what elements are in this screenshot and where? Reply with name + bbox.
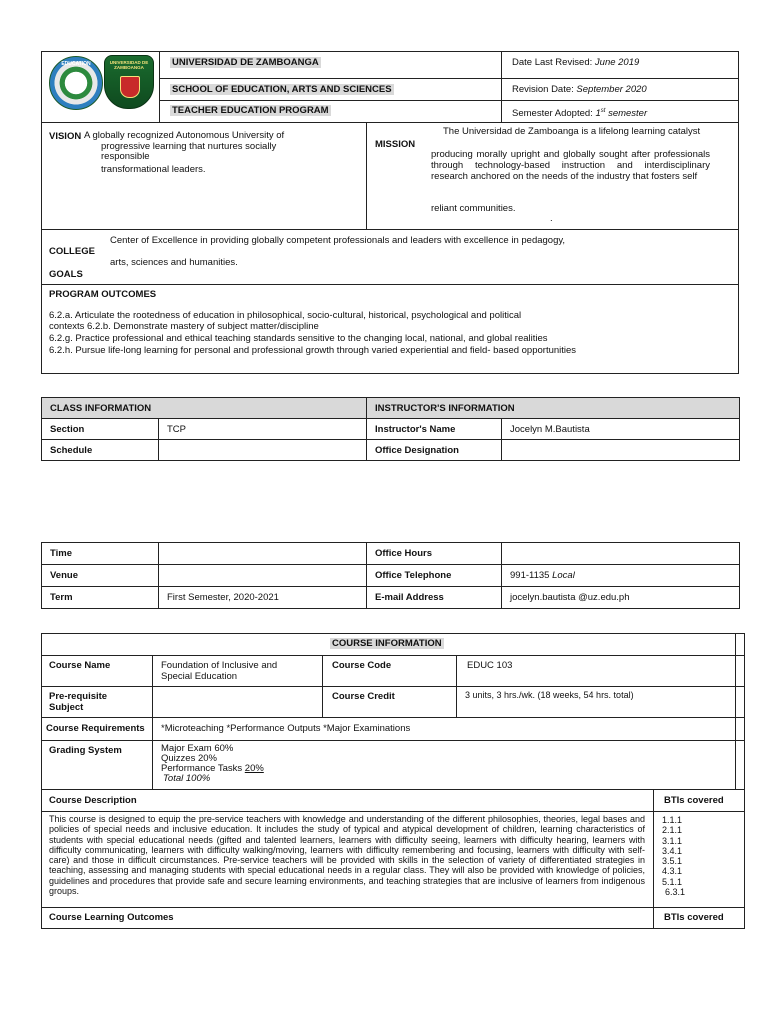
course-name-line-1: Foundation of Inclusive and — [161, 660, 278, 671]
education-seal-logo — [49, 56, 103, 110]
course-requirements-value: *Microteaching *Performance Outputs *Major Examinations — [161, 723, 411, 734]
time-value — [159, 543, 367, 565]
col-line-3 — [456, 655, 457, 686]
vision-line-1: A globally recognized Autonomous University of — [84, 130, 285, 141]
school-name: SCHOOL OF EDUCATION, ARTS AND SCIENCES — [172, 84, 392, 95]
date-last-revised: Date Last Revised: June 2019 — [512, 57, 640, 68]
grading-line-2: Quizzes 20% — [161, 753, 217, 764]
schedule-value — [159, 440, 367, 461]
revision-date: Revision Date: September 2020 — [512, 84, 647, 95]
program-name: TEACHER EDUCATION PROGRAM — [172, 105, 329, 116]
section-label: Section — [42, 419, 159, 440]
course-description-label: Course Description — [49, 795, 137, 806]
header-row-line-2 — [159, 100, 739, 101]
vision-line-2: progressive learning that nurtures socially — [101, 141, 277, 152]
header-row-line-1 — [159, 78, 739, 79]
email-label: E-mail Address — [367, 587, 502, 609]
bti-item: 1.1.1 — [662, 815, 683, 825]
office-telephone-label: Office Telephone — [367, 565, 502, 587]
goals-bottom-line — [41, 284, 739, 285]
grading-line-1: Major Exam 60% — [161, 743, 234, 754]
program-outcomes-label: PROGRAM OUTCOMES — [49, 289, 157, 300]
course-code-label: Course Code — [332, 660, 392, 671]
course-credit-label: Course Credit — [332, 691, 395, 702]
office-hours-value — [502, 543, 740, 565]
program-outcome-line: 6.2.a. Articulate the rootedness of education in philosophical, socio-cultural, historical, psychological and political — [49, 310, 522, 321]
venue-value — [159, 565, 367, 587]
college-goals-label-2: GOALS — [49, 269, 83, 280]
program-outcome-line: contexts 6.2.b. Demonstrate mastery of subject matter/discipline — [49, 321, 319, 332]
btis-list — [662, 815, 685, 897]
college-goals-label-1: COLLEGE — [49, 246, 95, 257]
class-info-table — [41, 397, 740, 461]
prerequisite-label-2: Subject — [49, 702, 84, 713]
university-seal-logo — [104, 55, 154, 109]
bti-item: 6.3.1 — [665, 887, 686, 898]
course-info-header: COURSE INFORMATION — [332, 638, 442, 649]
office-designation-value — [502, 440, 740, 461]
grading-system-label: Grading System — [49, 745, 122, 756]
course-credit-value: 3 units, 3 hrs./wk. (18 weeks, 54 hrs. total) — [465, 690, 634, 700]
mission-dot: . — [550, 213, 553, 224]
course-name-line-2: Special Education — [161, 671, 238, 682]
bti-item: 2.1.1 — [662, 825, 683, 836]
btis-covered-label: BTIs covered — [664, 795, 724, 806]
college-goals-line-1: Center of Excellence in providing globally competent professionals and leaders with excellence in pedagogy, — [110, 235, 566, 246]
bti-item: 4.3.1 — [662, 866, 683, 877]
term-label: Term — [42, 587, 159, 609]
mission-line-1: The Universidad de Zamboanga is a lifelong learning catalyst — [443, 126, 701, 137]
col-line-2 — [322, 655, 323, 686]
course-info-right-strip — [735, 633, 736, 789]
row-line-description — [41, 907, 745, 908]
mission-body: producing morally upright and globally sought after professionals through technology-based instruction and interdisciplinary research anchored on the needs of the industry that fosters self — [431, 149, 710, 182]
instructor-name-value: Jocelyn M.Bautista — [502, 419, 740, 440]
vision-label: VISION — [49, 131, 82, 142]
row-line-description-header — [41, 811, 745, 812]
email-value: jocelyn.bautista @uz.edu.ph — [502, 587, 740, 609]
row-line-grading — [41, 789, 745, 790]
office-hours-label: Office Hours — [367, 543, 502, 565]
mission-label: MISSION — [375, 139, 416, 150]
grading-line-3: Performance Tasks 20% — [161, 763, 264, 774]
term-value: First Semester, 2020-2021 — [159, 587, 367, 609]
office-designation-label: Office Designation — [367, 440, 502, 461]
row-line-requirements — [41, 740, 745, 741]
university-name: UNIVERSIDAD DE ZAMBOANGA — [172, 57, 319, 68]
university-seal-text: UNIVERSIDAD DE ZAMBOANGA — [109, 60, 149, 70]
course-description-text: This course is designed to equip the pre-service teachers with knowledge and understanding of the different philosophies, theories, legal bases and policies of special needs and inclusive education. It includes the study of typical and atypical development of children, learning characteristics of students with special educational needs (gifted and talented learners, learners with difficulty seeing, learners with difficulty hearing, learners with difficulty communicating, learners with difficulty walking/moving, learners with difficulty remembering and focusing, learners with difficulty with self-care) and those in difficult circumstances. Pre-service teachers will be provided with skills in the selection of variety of differentiated strategies in teaching, assessing and managing students with special educational needs in a regular class. They will also be provided with knowledge of policies, guidelines and procedures that provide safe and secure learning environments, and teaching strategies that are inclusive of learners from indigenous groups. — [49, 814, 645, 897]
vision-mission-divider — [366, 122, 367, 229]
bti-item: 3.4.1 — [662, 845, 683, 856]
course-learning-outcomes-label: Course Learning Outcomes — [49, 912, 174, 923]
course-name-label: Course Name — [49, 660, 111, 671]
university-seal-shield — [120, 76, 140, 98]
college-goals-line-2: arts, sciences and humanities. — [110, 257, 238, 268]
time-venue-table — [41, 542, 740, 609]
btis-divider — [653, 789, 654, 929]
semester-adopted: Semester Adopted: 1st semester — [512, 108, 648, 120]
vision-line-4: transformational leaders. — [101, 164, 206, 175]
vision-line-3: responsible — [101, 151, 150, 162]
row-line-course-name — [41, 686, 745, 687]
mission-line-end: reliant communities. — [431, 203, 516, 214]
vision-bottom-line — [41, 229, 739, 230]
clo-btis-covered-label: BTIs covered — [664, 912, 724, 923]
bti-item: 3.5.1 — [662, 856, 683, 867]
col-line-1c — [152, 740, 153, 789]
bti-item: 3.1.1 — [662, 835, 683, 846]
time-label: Time — [42, 543, 159, 565]
header-divider-logo — [159, 51, 160, 123]
row-line-prereq — [41, 717, 745, 718]
instructor-info-header: INSTRUCTOR'S INFORMATION — [367, 398, 740, 419]
class-info-header: CLASS INFORMATION — [42, 398, 367, 419]
section-value: TCP — [159, 419, 367, 440]
header-divider-date — [501, 51, 502, 123]
venue-label: Venue — [42, 565, 159, 587]
header-bottom-line — [41, 122, 739, 123]
education-seal-text: EDUCATION — [61, 61, 91, 67]
office-telephone-value: 991-1135 Local — [502, 565, 740, 587]
program-outcome-line: 6.2.h. Pursue life-long learning for personal and professional growth through varied experiential and field- based opportunities — [49, 345, 577, 356]
course-code-value: EDUC 103 — [467, 660, 513, 671]
program-outcome-line: 6.2.g. Practice professional and ethical teaching standards sensitive to the changing local, national, and global realities — [49, 333, 548, 344]
col-line-1 — [152, 655, 153, 741]
course-requirements-label: Course Requirements — [46, 723, 145, 734]
prerequisite-label-1: Pre-requisite — [49, 691, 108, 702]
col-line-3b — [456, 686, 457, 717]
bti-item: 5.1.1 — [662, 876, 683, 887]
col-line-2b — [322, 686, 323, 717]
course-header-line — [41, 655, 745, 656]
instructor-name-label: Instructor's Name — [367, 419, 502, 440]
grading-line-4: Total 100% — [163, 773, 211, 784]
schedule-label: Schedule — [42, 440, 159, 461]
